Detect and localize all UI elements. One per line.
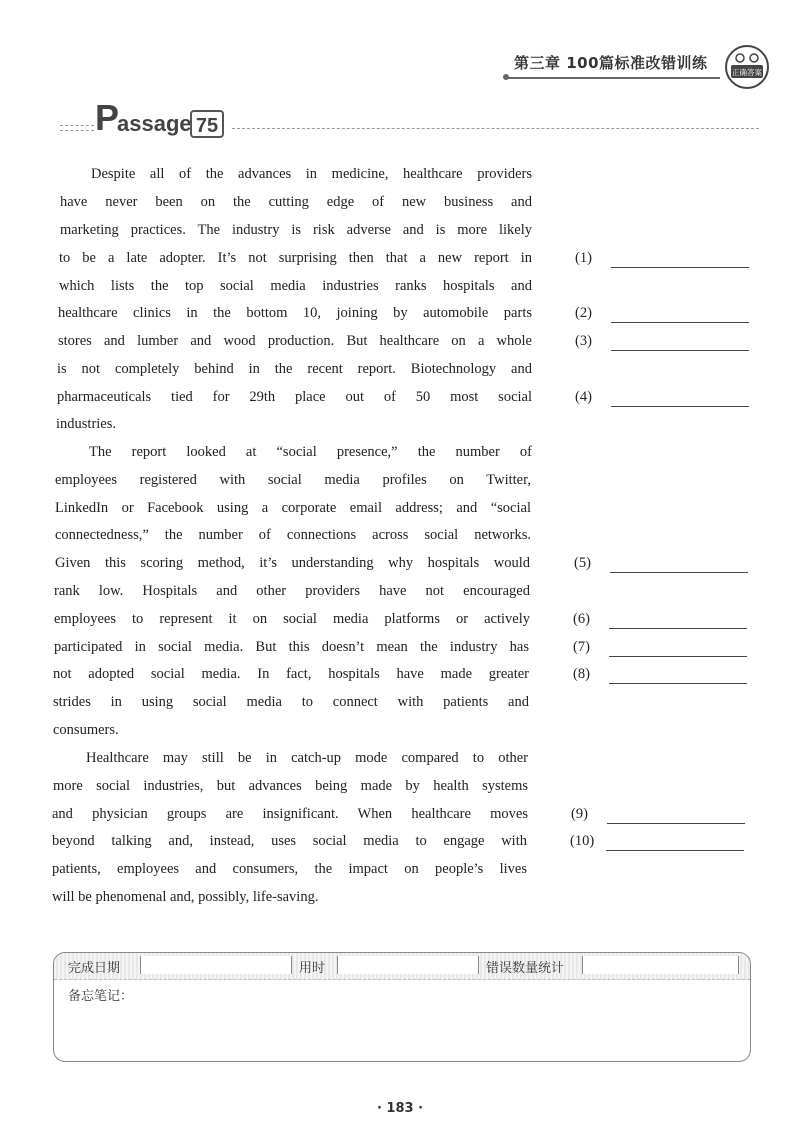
passage-line: is not completely behind in the recent report. Biotechnology and [57, 361, 532, 377]
passage-line: marketing practices. The industry is risk adverse and is more likely [60, 222, 532, 238]
chapter-title: 第三章 100篇标准改错训练 [514, 54, 708, 72]
error-count-field[interactable] [582, 956, 739, 974]
passage-line: Healthcare may still be in catch-up mode compared to other [86, 750, 528, 766]
passage-line: stores and lumber and wood production. But healthcare on a whole [58, 333, 532, 349]
passage-line: employees registered with social media profiles on Twitter, [55, 472, 531, 488]
completion-date-label: 完成日期 [68, 961, 121, 976]
passage-line: rank low. Hospitals and other providers have not encouraged [54, 583, 530, 599]
page-number: · 183 · [376, 1101, 424, 1116]
passage-line: beyond talking and, instead, uses social media to engage with [52, 833, 527, 849]
header-rule [505, 77, 720, 79]
time-used-label: 用时 [299, 961, 326, 976]
passage-line: will be phenomenal and, possibly, life-saving. [52, 889, 319, 905]
answer-blank-5[interactable]: (5) [574, 555, 612, 572]
passage-line: LinkedIn or Facebook using a corporate email address; and “social [55, 500, 531, 516]
passage-line: and physician groups are insignificant. When healthcare moves [52, 806, 528, 822]
passage-line: participated in social media. But this doesn’t mean the industry has [54, 639, 529, 655]
completion-date-field[interactable] [140, 956, 292, 974]
answer-blank-9[interactable]: (9) [571, 806, 609, 823]
passage-line: not adopted social media. In fact, hospitals have made greater [53, 666, 529, 682]
answer-blank-10[interactable]: (10) [570, 833, 608, 850]
error-count-label: 错误数量统计 [486, 961, 565, 976]
passage-line: consumers. [53, 722, 119, 738]
title-left-rule-2 [60, 130, 94, 131]
passage-number: 75 [190, 110, 224, 138]
answer-blank-6[interactable]: (6) [573, 611, 611, 628]
passage-line: connectedness,” the number of connections across social networks. [55, 527, 531, 543]
passage-label-initial: P [95, 97, 120, 138]
answer-blank-1[interactable]: (1) [575, 250, 613, 267]
answer-blank-7[interactable]: (7) [573, 639, 611, 656]
badge-text: 正确答案 [732, 68, 762, 77]
passage-label: assage [117, 111, 192, 136]
passage-line: pharmaceuticals tied for 29th place out of 50 most social [57, 389, 532, 405]
answer-blank-4[interactable]: (4) [575, 389, 613, 406]
passage-line: which lists the top social media industries ranks hospitals and [59, 278, 532, 294]
time-used-field[interactable] [337, 956, 479, 974]
passage-line: patients, employees and consumers, the impact on people’s lives [52, 861, 527, 877]
title-right-rule [232, 128, 759, 129]
memo-label: 备忘笔记： [68, 989, 134, 1004]
answer-blank-3[interactable]: (3) [575, 333, 613, 350]
passage-line: industries. [56, 416, 117, 432]
answer-blank-2[interactable]: (2) [575, 305, 613, 322]
passage-line: more social industries, but advances being made by health systems [53, 778, 528, 794]
passage-line: Given this scoring method, it’s understanding why hospitals would [55, 555, 530, 571]
passage-line: The report looked at “social presence,” the number of [89, 444, 532, 460]
answer-badge-icon [724, 44, 770, 90]
passage-line: healthcare clinics in the bottom 10, joining by automobile parts [58, 305, 532, 321]
title-left-rule [60, 125, 94, 126]
passage-line: strides in using social media to connect with patients and [53, 694, 529, 710]
passage-line: Despite all of the advances in medicine, healthcare providers [91, 166, 532, 182]
passage-line: employees to represent it on social media platforms or actively [54, 611, 530, 627]
passage-line: to be a late adopter. It’s not surprising then that a new report in [59, 250, 532, 266]
answer-blank-8[interactable]: (8) [573, 666, 611, 683]
study-record-box [53, 952, 751, 1062]
passage-line: have never been on the cutting edge of new business and [60, 194, 532, 210]
